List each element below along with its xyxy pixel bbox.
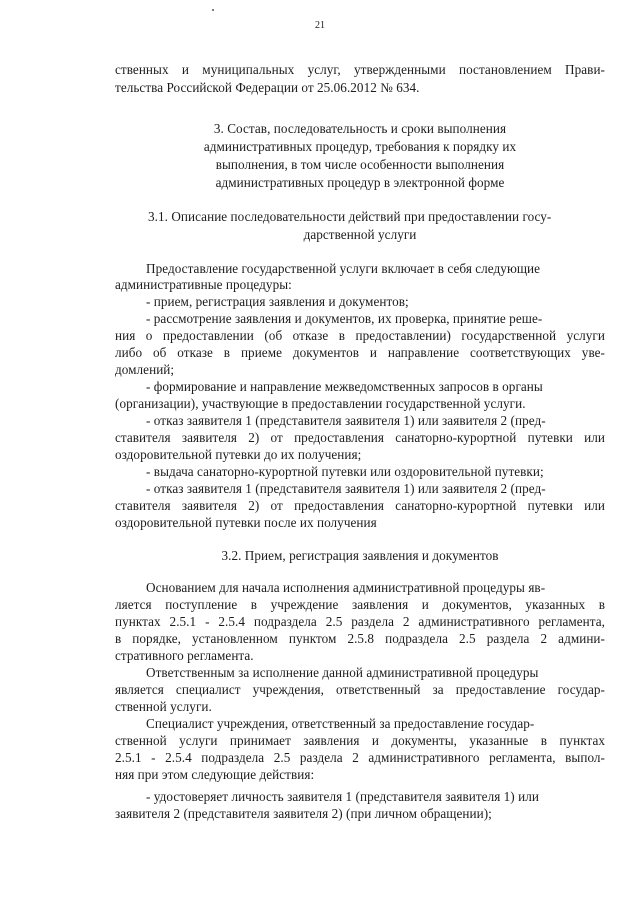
text-line: дарственной услуги [303,227,417,242]
text-line: - рассмотрение заявления и документов, их проверка, принятие реше- [146,311,543,326]
text-line: тельства Российской Федерации от 25.06.2012 № 634. [115,80,420,95]
text-line: ставителя заявителя 2) от предоставления санаторно-курортной путевки или [115,498,605,513]
text-line: 2.5.1 - 2.5.4 подраздела 2.5 раздела 2 административного регламента, выпол- [115,750,605,765]
text-line: Специалист учреждения, ответственный за предоставление государ- [146,716,535,731]
text-line: административные процедуры: [115,277,292,292]
text-line: (организации), участвующие в предоставлении государственной услуги. [115,396,526,411]
text-line: 3.1. Описание последовательности действий при предоставлении госу- [148,209,552,224]
text-line: административных процедур в электронной форме [215,175,505,190]
text-line: - прием, регистрация заявления и документов; [146,294,409,309]
text-line: стративного регламента. [115,648,254,663]
text-line: Предоставление государственной услуги включает в себя следующие [146,261,541,276]
text-line: пунктах 2.5.1 - 2.5.4 подраздела 2.5 раздела 2 административного регламента, [115,614,605,629]
text-line: административных процедур, требования к порядку их [203,139,517,154]
text-line: ственной услуги принимает заявления и документы, указанные в пунктах [115,733,605,748]
text-line: либо об отказе в приеме документов и направление соответствующих уве- [115,345,605,360]
text-line: ния о предоставлении (об отказе в предоставлении) государственной услуги [115,328,605,343]
text-line: - отказ заявителя 1 (представителя заявителя 1) или заявителя 2 (пред- [146,413,546,428]
text-line: - выдача санаторно-курортной путевки или оздоровительной путевки; [146,464,544,479]
scan-speck [212,9,214,11]
text-line: - формирование и направление межведомственных запросов в органы [146,379,543,394]
page-number: 21 [315,20,325,31]
text-line: оздоровительной путевки до их получения; [115,447,362,462]
text-line: домлений; [115,362,175,377]
text-line: является специалист учреждения, ответственный за предоставление государ- [115,682,605,697]
text-line: выполнения, в том числе особенности выполнения [215,157,505,172]
text-line: заявителя 2 (представителя заявителя 2) (при личном обращении); [115,806,492,821]
text-line: - отказ заявителя 1 (представителя заявителя 1) или заявителя 2 (пред- [146,481,546,496]
text-line: ственных и муниципальных услуг, утвержденными постановлением Прави- [115,62,605,77]
text-line: Ответственным за исполнение данной административной процедуры [146,665,539,680]
text-line: 3.2. Прием, регистрация заявления и документов [221,548,499,563]
text-line: - удостоверяет личность заявителя 1 (представителя заявителя 1) или [146,789,539,804]
text-line: Основанием для начала исполнения административной процедуры яв- [146,580,546,595]
text-line: в порядке, установленном пунктом 2.5.8 подраздела 2.5 раздела 2 админи- [115,631,605,646]
text-line: няя при этом следующие действия: [115,767,315,782]
text-line: 3. Состав, последовательность и сроки выполнения [213,121,507,136]
text-line: ставителя заявителя 2) от предоставления санаторно-курортной путевки или [115,430,605,445]
text-line: оздоровительной путевки после их получения [115,515,377,530]
text-line: ственной услуги. [115,699,212,714]
text-line: ляется поступление в учреждение заявления и документов, указанных в [115,597,605,612]
